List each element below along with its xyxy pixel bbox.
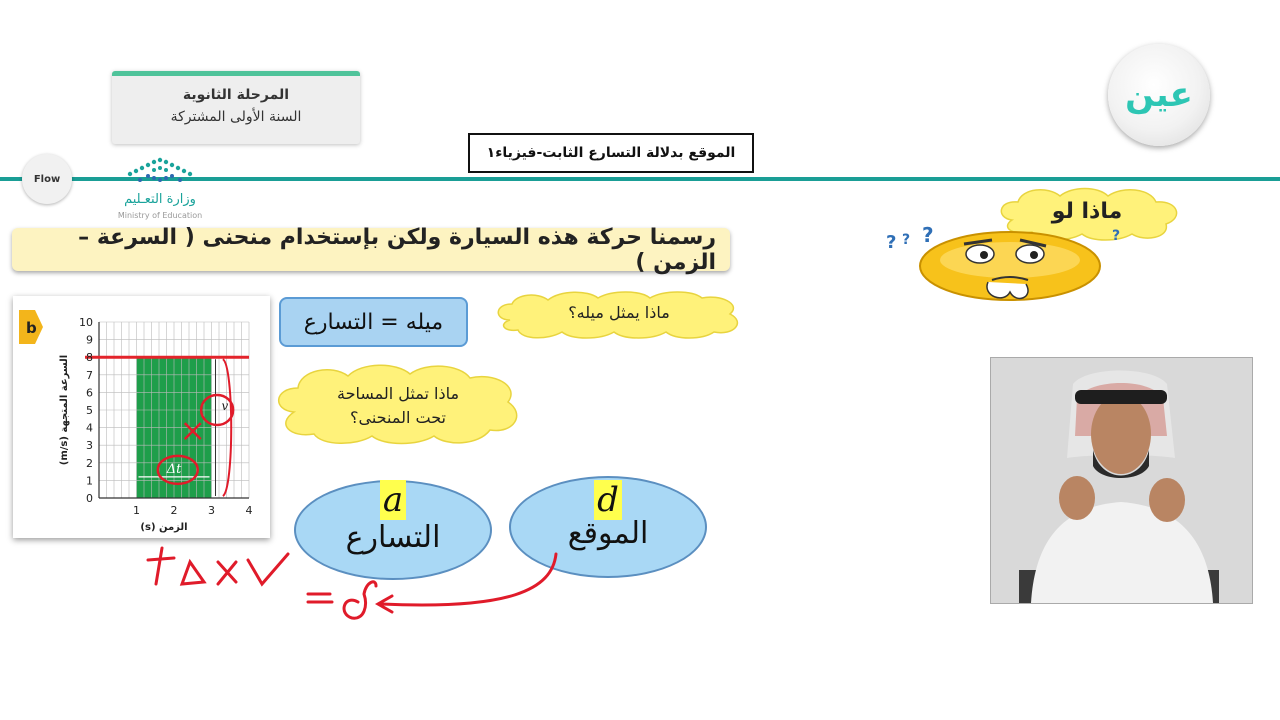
channel-logo-text: عين [1125,75,1193,115]
y-tick-label: 7 [86,368,93,382]
lesson-title: الموقع بدلالة التسارع الثابت-فيزياء١ [468,133,754,173]
x-tick-label: 2 [170,504,178,517]
svg-text:?: ? [922,223,934,247]
y-axis-title: السرعة المتجهة (m/s) [59,354,70,466]
svg-text:?: ? [902,232,911,248]
y-tick-label: 10 [79,316,93,329]
stage-subtitle: السنة الأولى المشتركة [170,109,302,125]
ministry-logo [110,154,220,224]
handwriting-t-stroke [156,548,162,584]
velocity-time-chart [13,296,270,538]
x-tick-label: 3 [208,504,215,517]
handwritten-formula [140,540,580,630]
x-tick-label: 1 [133,504,140,517]
y-tick-label: 3 [86,439,93,453]
velocity-label: v [221,399,229,413]
ministry-english-name: Ministry of Education [117,211,203,220]
x-tick-label: 4 [245,504,253,517]
area-question-line1: ماذا تمثل المساحة [336,384,460,403]
slope-question-cloud [490,290,748,340]
handwriting-equals [308,594,332,602]
x-axis-title: الزمن (s) [140,522,188,533]
handwriting-delta [182,562,204,584]
what-if-text: ماذا لو [1051,199,1123,224]
y-tick-label: 2 [86,456,93,470]
ministry-arabic-name: وزارة التعـليم [124,192,196,207]
channel-logo [1108,44,1210,146]
stage-info-box [112,71,360,144]
handwriting-times [218,562,236,584]
y-tick-label: 8 [86,351,93,365]
y-tick-label: 6 [86,386,93,400]
svg-text:?: ? [1112,228,1121,244]
y-tick-label: 4 [86,421,93,435]
acceleration-word: التسارع [345,520,441,555]
presenter-figure [991,358,1252,603]
presenter-video[interactable] [990,357,1253,604]
velocity-time-graph [13,296,270,538]
delta-t-label: Δt [166,461,182,477]
flow-badge [22,154,72,204]
handwriting-t-bar [148,558,174,560]
handwriting-arrow-line [380,554,556,605]
position-symbol: d [594,480,622,520]
area-question-line2: تحت المنحنى؟ [350,408,446,427]
svg-text:?: ? [886,232,897,253]
ministry-dots-icon [110,154,210,190]
panel-label: b [26,319,37,337]
thinking-face-icon [884,222,1121,304]
flow-label: Flow [33,173,61,185]
area-question-cloud [270,362,526,446]
topic-banner: رسمنا حركة هذه السيارة ولكن بإستخدام منحنى ( السرعة – الزمن ) [12,228,730,271]
y-tick-label: 9 [86,333,93,347]
position-word: الموقع [567,516,649,551]
acceleration-symbol: a [380,480,406,520]
y-tick-label: 5 [86,404,93,417]
handwriting-d [344,582,376,618]
y-tick-label: 1 [86,474,93,488]
slope-equals-acceleration-box: ميله = التسارع [279,297,468,347]
stage-title: المرحلة الثانوية [182,87,290,103]
handwriting-v [248,554,288,584]
slope-question-text: ماذا يمثل ميله؟ [568,303,670,322]
y-tick-label: 0 [86,492,93,505]
